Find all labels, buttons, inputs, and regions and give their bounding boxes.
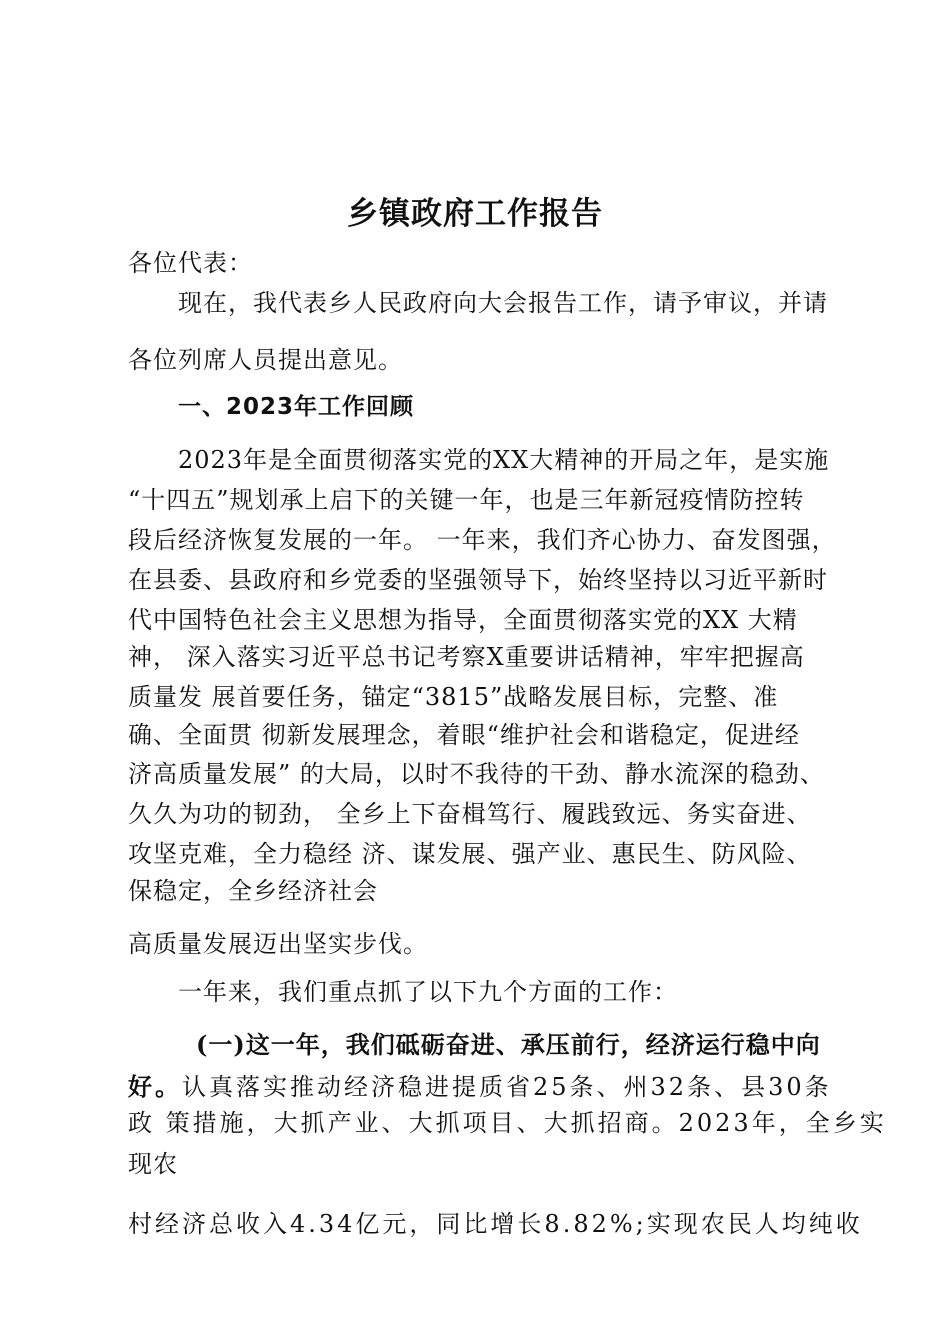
para1-line-12: 保稳定，全乡经济社会 — [128, 877, 378, 905]
para1-line-5: 代中国特色社会主义思想为指导，全面贯彻落实党的XX 大精 — [128, 606, 798, 634]
para2-line: 一年来，我们重点抓了以下九个方面的工作： — [178, 978, 678, 1006]
subsection-1-line-3: 政 策措施，大抓产业、大抓项目、大抓招商。2023年，全乡实 — [128, 1109, 887, 1137]
salutation: 各位代表： — [128, 249, 253, 277]
para1-line-4: 在县委、县政府和乡党委的坚强领导下，始终坚持以习近平新时 — [128, 566, 828, 594]
para1-line-6: 神， 深入落实习近平总书记考察X重要讲话精神，牢牢把握高 — [128, 643, 805, 671]
intro-line-2: 各位列席人员提出意见。 — [128, 346, 403, 374]
para1-line-7: 质量发 展首要任务，锚定“3815”战略发展目标，完整、准 — [128, 683, 779, 711]
para1-line-8: 确、全面贯 彻新发展理念，着眼“维护社会和谐稳定，促进经 — [128, 721, 800, 749]
para1-line-9: 济高质量发展” 的大局，以时不我待的干劲、静水流深的稳劲、 — [128, 760, 825, 788]
subsection-1-line-4: 现农 — [128, 1150, 178, 1178]
subsection-1-text: 认真落实推动经济稳进提质省25条、州32条、县30条 — [182, 1073, 832, 1101]
document-title: 乡镇政府工作报告 — [347, 196, 603, 232]
para1-line-3: 段后经济恢复发展的一年。 一年来，我们齐心协力、奋发图强， — [128, 526, 837, 554]
para1-line-10: 久久为功的韧劲， 全乡上下奋楫笃行、履践致远、务实奋进、 — [128, 800, 812, 828]
subsection-1-line-2 — [128, 1070, 832, 1104]
para1-line-11: 攻坚克难，全力稳经 济、谋发展、强产业、惠民生、防风险、 — [128, 840, 812, 868]
para1-line-2: “十四五”规划承上启下的关键一年，也是三年新冠疫情防控转 — [128, 486, 805, 514]
subsection-1-line-5: 村经济总收入4.34亿元，同比增长8.82%;实现农民人均纯收 — [128, 1210, 863, 1238]
subsection-1-title-end: 好。 — [128, 1072, 182, 1101]
intro-line-1: 现在，我代表乡人民政府向大会报告工作，请予审议，并请 — [178, 289, 828, 317]
para1-line-13: 高质量发展迈出坚实步伐。 — [128, 930, 428, 958]
para1-line-1: 2023年是全面贯彻落实党的XX大精神的开局之年，是实施 — [178, 446, 830, 474]
subsection-1-title: (一)这一年，我们砥砺奋进、承压前行，经济运行稳中向 — [196, 1030, 821, 1059]
section-heading: 一、2023年工作回顾 — [178, 394, 415, 420]
